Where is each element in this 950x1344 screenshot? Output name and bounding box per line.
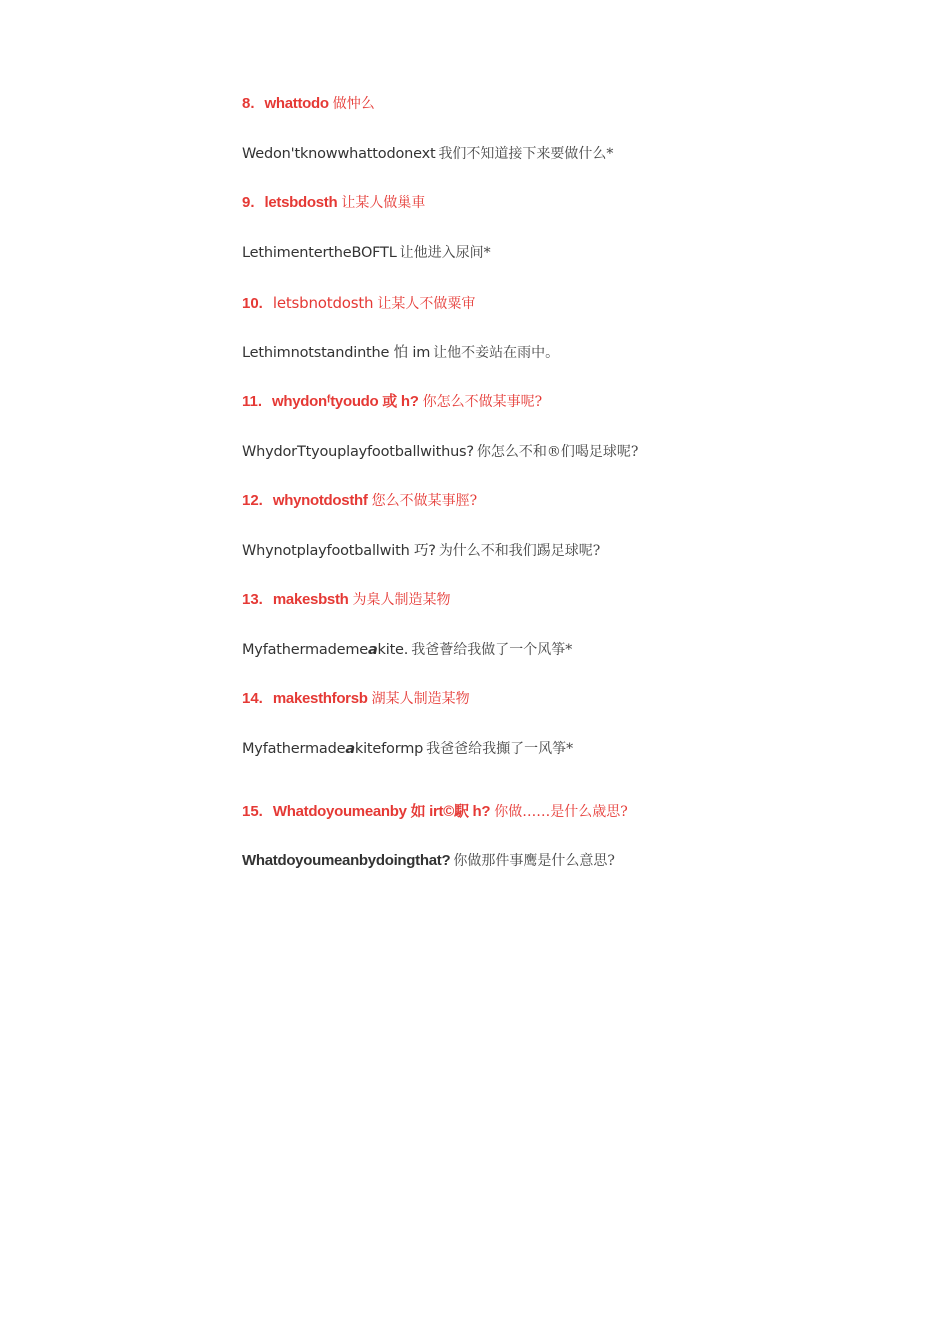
- item-meaning: 做忡么: [332, 96, 375, 112]
- item-number: 11.: [242, 393, 263, 410]
- example-english: LethimentertheBOFTL: [242, 245, 397, 261]
- item-15-example: [242, 851, 615, 871]
- item-9-heading: [242, 193, 425, 213]
- item-11-heading: [242, 392, 542, 412]
- example-chinese: 你怎么不和®们喝足球呢?: [476, 444, 639, 460]
- item-term: whydonᶠtyoudo 或 h?: [272, 393, 419, 410]
- item-meaning: 湖某人制造某物: [371, 691, 470, 707]
- item-number: 13.: [242, 591, 263, 608]
- example-chinese: 我爸爸给我攧了一风筝*: [426, 741, 574, 757]
- item-meaning: 为臬人制造某物: [352, 592, 451, 608]
- item-meaning: 您么不做某事脛?: [371, 493, 478, 509]
- example-english: Myfathermade𝙖kiteformp: [242, 741, 424, 757]
- example-chinese: 让他进入尿间*: [399, 245, 491, 261]
- item-9-example: [242, 243, 491, 263]
- example-chinese: 让他不妾站在雨中。: [433, 345, 560, 361]
- item-term: makesthforsb: [272, 690, 368, 707]
- item-number: 10.: [242, 295, 263, 312]
- example-english: Myfathermademe𝙖kite.: [242, 642, 409, 658]
- item-11-example: [242, 442, 638, 462]
- item-term: whynotdosthf: [272, 492, 368, 509]
- example-english: Wedon'tknowwhattodonext: [242, 146, 436, 162]
- example-english: WhydorTtyouplayfootballwithus?: [242, 444, 474, 460]
- item-8-example: [242, 144, 613, 164]
- item-8-heading: [242, 94, 375, 114]
- example-chinese: 我们不知道接下来要做什么*: [438, 146, 614, 162]
- item-meaning: 让某人不做粟审: [377, 296, 476, 312]
- item-term: letsbnotdosth: [272, 294, 374, 312]
- example-english: Lethimnotstandinthe 怕 im: [242, 345, 431, 361]
- item-14-heading: [242, 689, 470, 709]
- item-term: whattodo: [264, 95, 329, 112]
- item-14-example: [242, 739, 573, 759]
- item-meaning: 你怎么不做某事呢?: [422, 394, 543, 410]
- example-chinese: 我爸薈给我做了一个风筝*: [411, 642, 573, 658]
- item-10-heading: [242, 293, 475, 314]
- item-meaning: 你做……是什么歳思?: [494, 804, 628, 820]
- item-term: makesbsth: [272, 591, 349, 608]
- example-english: Whatdoyoumeanbydoingthat?: [242, 852, 451, 869]
- item-13-example: [242, 640, 572, 660]
- example-english: Whynotplayfootballwith 巧?: [242, 543, 436, 559]
- example-chinese: 为什么不和我们踢足球呢?: [438, 543, 601, 559]
- item-12-example: [242, 541, 600, 561]
- item-number: 15.: [242, 803, 263, 820]
- item-15-heading: [242, 802, 628, 822]
- item-13-heading: [242, 590, 451, 610]
- item-number: 8.: [242, 95, 255, 112]
- item-number: 14.: [242, 690, 263, 707]
- item-term: Whatdoyoumeanby 如 irt©駅 h?: [272, 803, 491, 820]
- item-number: 12.: [242, 492, 263, 509]
- item-12-heading: [242, 491, 477, 511]
- item-term: letsbdosth: [264, 194, 338, 211]
- item-10-example: [242, 343, 559, 363]
- example-chinese: 你做那件事鹰是什么意思?: [453, 853, 615, 869]
- item-meaning: 让某人做巢車: [341, 195, 426, 211]
- item-number: 9.: [242, 194, 255, 211]
